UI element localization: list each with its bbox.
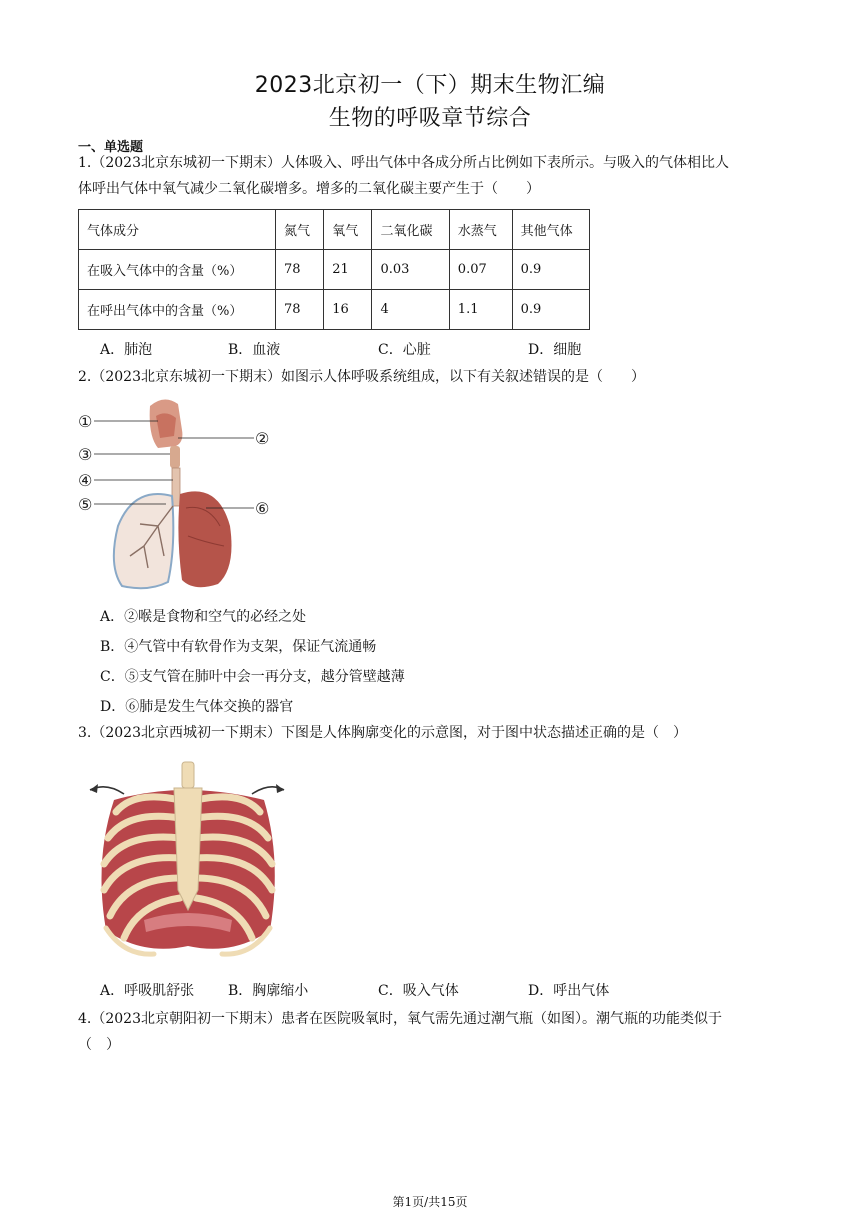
larynx-shape (170, 446, 180, 468)
spine-shape (182, 762, 194, 788)
question-1-line1: 1.（2023北京东城初一下期末）人体吸入、呼出气体中各成分所占比例如下表所示。与吸入的气体相比人 (78, 155, 729, 171)
table-cell: 0.9 (512, 250, 589, 290)
callout-label-4: ④ (78, 471, 93, 490)
question-2: 2.（2023北京东城初一下期末）如图示人体呼吸系统组成，以下有关叙述错误的是（ ） (78, 369, 645, 385)
callout-label-6: ⑥ (255, 499, 270, 518)
table-row (79, 290, 590, 330)
rib-cage-figure (84, 760, 294, 964)
table-cell: 0.07 (449, 250, 512, 290)
table-cell: 在呼出气体中的含量（%） (79, 290, 276, 330)
q1-option-a: A．肺泡 (100, 342, 153, 358)
question-1-line2: 体呼出气体中氧气减少二氧化碳增多。增多的二氧化碳主要产生于（ ） (78, 181, 540, 197)
table-header-cell: 氧气 (324, 210, 372, 250)
q3-option-d: D．呼出气体 (528, 983, 610, 999)
question-4-line1: 4.（2023北京朝阳初一下期末）患者在医院吸氧时，氧气需先通过潮气瓶（如图）。潮气瓶的功能类似于 (78, 1011, 722, 1027)
page-number: 第1页/共15页 (392, 1195, 468, 1209)
gas-composition-table (78, 209, 590, 330)
table-cell: 78 (276, 290, 324, 330)
q3-option-c: C．吸入气体 (378, 983, 459, 999)
table-cell: 0.03 (372, 250, 449, 290)
question-4 (78, 1006, 798, 1058)
q3-option-a: A．呼吸肌舒张 (100, 983, 195, 999)
q1-option-b: B．血液 (228, 342, 281, 358)
table-cell: 21 (324, 250, 372, 290)
q2-option-c: C．⑤支气管在肺叶中会一再分支，越分管壁越薄 (100, 669, 405, 685)
question-1 (78, 150, 798, 202)
q1-option-c: C．心脏 (378, 342, 431, 358)
respiratory-system-figure (78, 396, 278, 596)
callout-label-1: ① (78, 412, 93, 431)
table-cell: 0.9 (512, 290, 589, 330)
table-row (79, 250, 590, 290)
q1-option-d: D．细胞 (528, 342, 582, 358)
left-lung-shape (114, 494, 174, 588)
table-cell: 1.1 (449, 290, 512, 330)
page-subtitle: 生物的呼吸章节综合 (328, 106, 532, 131)
question-3: 3.（2023北京西城初一下期末）下图是人体胸廓变化的示意图，对于图中状态描述正确的是（ ） (78, 725, 687, 741)
q2-option-a: A．②喉是食物和空气的必经之处 (100, 609, 307, 625)
callout-label-5: ⑤ (78, 495, 93, 514)
q2-option-d: D．⑥肺是发生气体交换的器官 (100, 699, 294, 715)
table-cell: 4 (372, 290, 449, 330)
callout-label-2: ② (255, 429, 270, 448)
table-header-cell: 其他气体 (512, 210, 589, 250)
section-heading: 一、单选题 (78, 140, 144, 155)
question-4-line2: （ ） (78, 1037, 120, 1053)
q2-option-b: B．④气管中有软骨作为支架，保证气流通畅 (100, 639, 377, 655)
table-header-cell: 氮气 (276, 210, 324, 250)
arrow-head-left-icon (90, 784, 98, 793)
table-cell: 78 (276, 250, 324, 290)
table-cell: 16 (324, 290, 372, 330)
table-header-row (79, 210, 590, 250)
q3-option-b: B．胸廓缩小 (228, 983, 309, 999)
table-header-cell: 水蒸气 (449, 210, 512, 250)
page-title: 2023北京初一（下）期末生物汇编 (254, 73, 606, 98)
right-lung-shape (178, 491, 231, 587)
table-header-cell: 二氧化碳 (372, 210, 449, 250)
table-cell: 在吸入气体中的含量（%） (79, 250, 276, 290)
callout-label-3: ③ (78, 445, 93, 464)
table-header-cell: 气体成分 (79, 210, 276, 250)
